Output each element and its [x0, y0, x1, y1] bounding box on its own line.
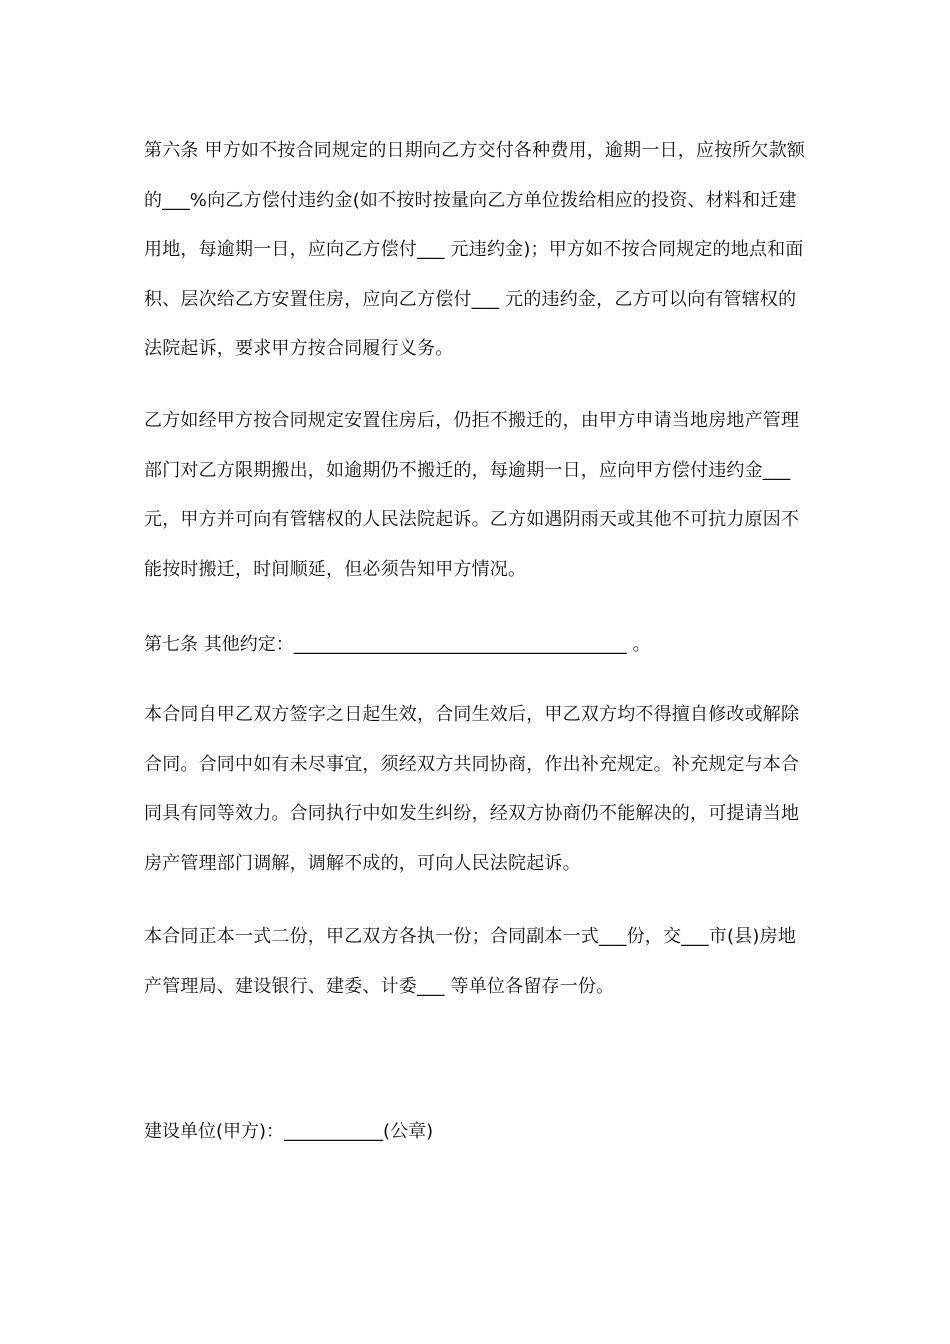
- article-6-paragraph: 第六条 甲方如不按合同规定的日期向乙方交付各种费用，逾期一日，应按所欠款额的___%向乙方偿付违约金(如不按时按量向乙方单位拨给相应的投资、材料和迁建用地，每逾期一日，应向乙方偿付___ 元违约金)；甲方如不按合同规定的地点和面积、层次给乙方安置住房，应向乙方偿付___ 元的违约金，乙方可以向有管辖权的法院起诉，要求甲方按合同履行义务。: [144, 140, 806, 359]
- party-b-relocation-paragraph: 乙方如经甲方按合同规定安置住房后，仍拒不搬迁的，由甲方申请当地房地产管理部门对乙方限期搬出，如逾期仍不搬迁的，每逾期一日，应向甲方偿付违约金___ 元，甲方并可向有管辖权的人民法院起诉。乙方如遇阴雨天或其他不可抗力原因不能按时搬迁，时间顺延，但必须告知甲方情况。: [144, 410, 800, 580]
- signature-line-party-a: 建设单位(甲方)：___________(公章): [144, 1121, 434, 1142]
- article-7-paragraph: 第七条 其他约定：_____________________________________ 。: [144, 634, 651, 655]
- contract-copies-paragraph: 本合同正本一式二份，甲乙双方各执一份；合同副本一式___份，交___市(县)房地产管理局、建设银行、建委、计委___ 等单位各留存一份。: [144, 926, 797, 997]
- contract-effect-paragraph: 本合同自甲乙双方签字之日起生效，合同生效后，甲乙双方均不得擅自修改或解除合同。合同中如有未尽事宜，须经双方共同协商，作出补充规定。补充规定与本合同具有同等效力。合同执行中如发生纠纷，经双方协商仍不能解决的，可提请当地房产管理部门调解，调解不成的，可向人民法院起诉。: [144, 704, 800, 874]
